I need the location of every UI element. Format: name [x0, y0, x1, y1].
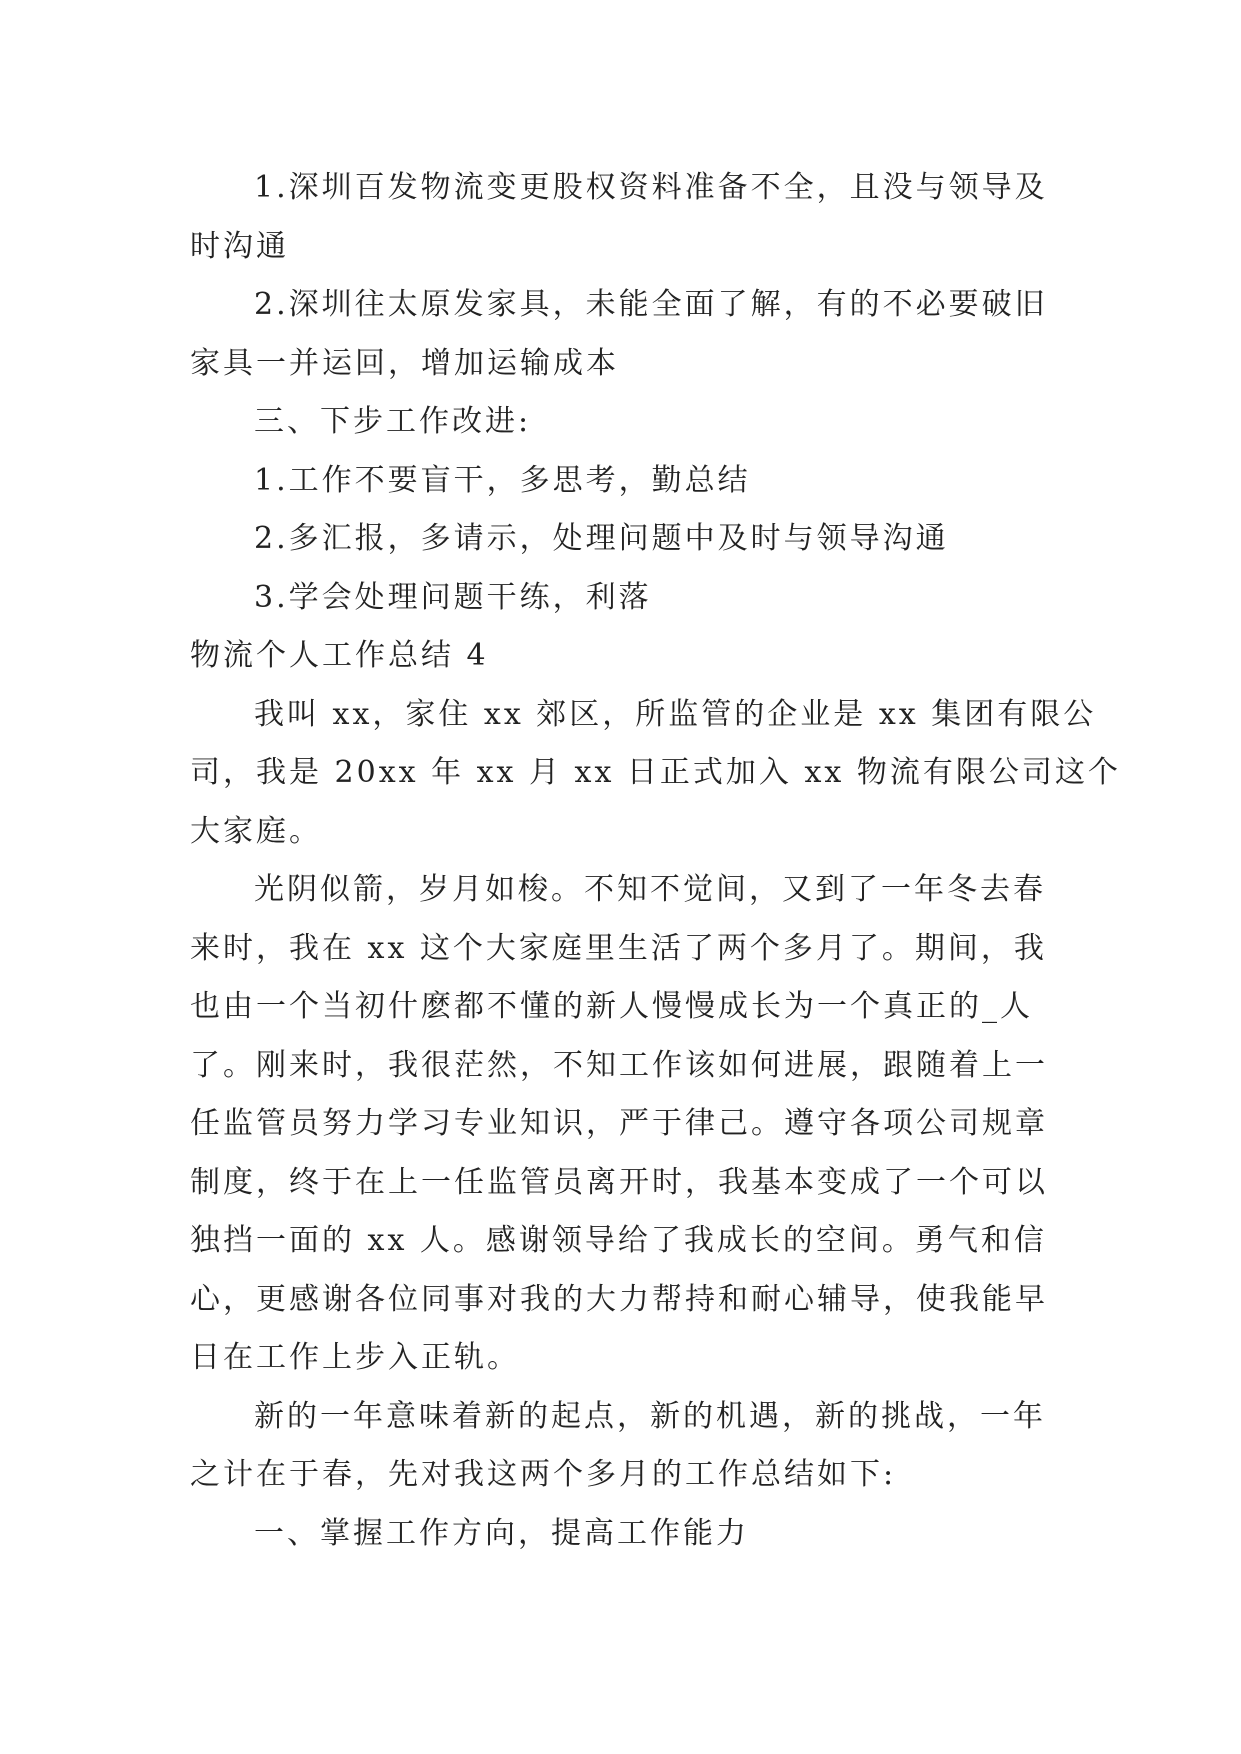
list-item: 1.工作不要盲干，多思考，勤总结 — [254, 462, 751, 498]
text-line: 心，更感谢各位同事对我的大力帮持和耐心辅导，使我能早 — [190, 1281, 1048, 1317]
text-line: 2.深圳往太原发家具，未能全面了解，有的不必要破旧 — [254, 287, 1048, 322]
document-body — [190, 159, 1121, 1563]
text-line: 光阴似箭，岁月如梭。不知不觉间，又到了一年冬去春 — [254, 872, 1046, 907]
text-line: 了。刚来时，我很茫然，不知工作该如何进展，跟随着上一 — [190, 1047, 1048, 1083]
text-line: 任监管员努力学习专业知识，严于律己。遵守各项公司规章 — [190, 1106, 1048, 1141]
text-line: 新的一年意味着新的起点，新的机遇，新的挑战，一年 — [254, 1398, 1046, 1434]
section-heading: 三、下步工作改进: — [254, 404, 532, 439]
section-heading: 一、掌握工作方向，提高工作能力 — [254, 1515, 749, 1551]
text-line: 大家庭。 — [190, 813, 322, 849]
text-line: 也由一个当初什麽都不懂的新人慢慢成长为一个真正的_人 — [190, 989, 1033, 1024]
text-line: 日在工作上步入正轨。 — [190, 1340, 520, 1375]
text-line: 司，我是 20xx 年 xx 月 xx 日正式加入 xx 物流有限公司这个 — [190, 755, 1121, 790]
text-line: 我叫 xx，家住 xx 郊区，所监管的企业是 xx 集团有限公 — [254, 696, 1097, 732]
text-line: 之计在于春，先对我这两个多月的工作总结如下: — [190, 1457, 897, 1492]
list-item: 3.学会处理问题干练，利落 — [254, 579, 652, 615]
text-line: 独挡一面的 xx 人。感谢领导给了我成长的空间。勇气和信 — [190, 1223, 1047, 1258]
document-title: 物流个人工作总结 4 — [190, 638, 489, 673]
list-item: 2.多汇报，多请示，处理问题中及时与领导沟通 — [254, 521, 949, 556]
text-line: 来时，我在 xx 这个大家庭里生活了两个多月了。期间，我 — [190, 930, 1047, 966]
text-line: 1.深圳百发物流变更股权资料准备不全，且没与领导及 — [254, 170, 1048, 205]
text-line: 制度，终于在上一任监管员离开时，我基本变成了一个可以 — [190, 1164, 1048, 1200]
text-line: 家具一并运回，增加运输成本 — [190, 345, 619, 381]
text-line: 时沟通 — [190, 228, 289, 264]
